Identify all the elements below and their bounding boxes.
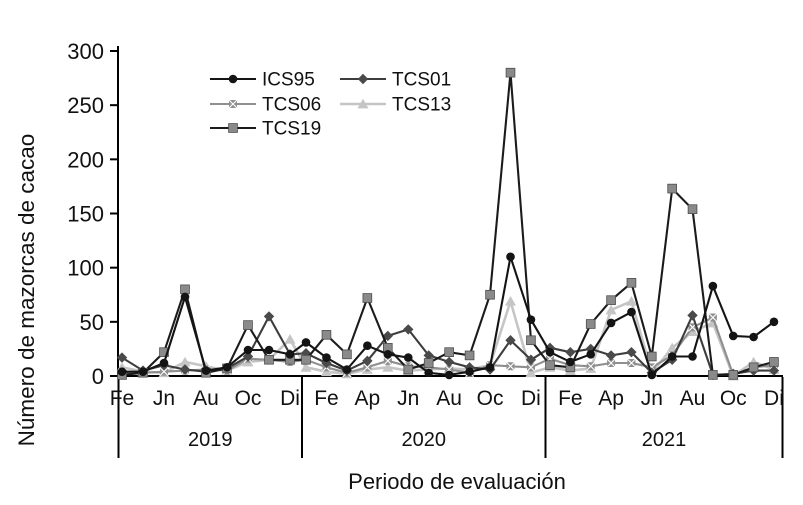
data-point [607, 319, 616, 328]
data-point [181, 285, 190, 294]
y-tick-label: 50 [79, 309, 104, 335]
data-point [546, 348, 555, 357]
month-label: Fe [314, 387, 339, 410]
month-label: Oc [719, 387, 747, 410]
data-point [486, 290, 495, 299]
y-tick-label: 300 [67, 39, 104, 64]
y-tick-label: 250 [67, 93, 104, 119]
legend-item-TCS13 [340, 95, 451, 116]
data-point [749, 363, 758, 372]
legend-label: TCS19 [262, 118, 322, 140]
month-label: Di [280, 387, 300, 410]
data-point [445, 348, 454, 357]
y-tick-label: 100 [67, 255, 104, 281]
data-point [286, 350, 295, 359]
year-label: 2021 [641, 429, 687, 451]
data-point [546, 361, 555, 370]
year-label: 2019 [188, 429, 233, 451]
data-point [668, 352, 677, 361]
data-point [586, 320, 595, 329]
series-line-TCS19 [122, 73, 774, 375]
data-point [505, 296, 516, 306]
data-point [384, 350, 393, 359]
data-point [486, 363, 495, 372]
data-point [527, 315, 536, 324]
data-point [688, 352, 697, 361]
data-point [302, 338, 311, 347]
year-label: 2020 [401, 429, 446, 451]
data-point [648, 371, 657, 380]
month-label: Jn [640, 387, 663, 410]
data-point [647, 352, 656, 361]
legend-label: TCS06 [262, 94, 322, 116]
data-point [223, 363, 232, 372]
data-point [363, 341, 372, 350]
month-label: Au [193, 387, 219, 410]
data-point [160, 359, 169, 368]
data-point [527, 336, 536, 345]
x-axis-group-2020 [314, 387, 541, 451]
data-point [709, 282, 718, 291]
y-tick-label: 0 [91, 364, 104, 389]
data-point [749, 333, 758, 342]
y-tick-label: 150 [67, 201, 104, 227]
data-point [363, 294, 372, 303]
month-label: Fe [109, 387, 135, 410]
data-point [229, 124, 238, 133]
month-label: Di [764, 387, 784, 410]
data-point [687, 310, 697, 320]
data-point [343, 365, 352, 374]
month-label: Jn [397, 387, 420, 410]
data-point [770, 318, 779, 327]
y-tick-label: 200 [67, 147, 104, 173]
data-point [770, 358, 779, 367]
data-point [404, 353, 413, 362]
data-point [139, 367, 148, 376]
data-point [708, 371, 717, 380]
data-point [465, 367, 474, 376]
legend-label: TCS13 [392, 94, 452, 116]
data-point [627, 278, 636, 287]
data-point [729, 371, 738, 380]
month-label: Ap [354, 387, 381, 410]
data-point [445, 371, 454, 380]
data-point [668, 184, 677, 193]
x-axis-group-2021 [558, 387, 784, 451]
data-point [265, 346, 274, 355]
data-point [265, 355, 274, 364]
data-point [424, 359, 433, 368]
month-label: Fe [558, 387, 583, 410]
month-label: Di [521, 387, 541, 410]
y-axis-ticks [67, 39, 118, 389]
month-label: Ap [598, 387, 624, 410]
y-axis-title: Número de mazorcas de cacao [14, 133, 39, 447]
month-label: Au [679, 387, 706, 410]
x-axis-title: Periodo de evaluación [348, 469, 566, 494]
data-point [729, 332, 738, 341]
data-point [229, 75, 238, 84]
legend-item-TCS01 [340, 70, 451, 91]
legend-item-ICS95 [210, 70, 315, 91]
data-point [244, 321, 253, 330]
data-point [358, 74, 368, 84]
month-label: Au [436, 387, 462, 410]
data-point [627, 308, 636, 317]
data-point [302, 355, 311, 364]
data-point [322, 353, 331, 362]
data-point [566, 358, 575, 367]
data-point [565, 347, 575, 357]
data-point [465, 351, 474, 360]
month-label: Oc [476, 387, 504, 410]
data-point [118, 367, 127, 376]
data-point [322, 330, 331, 339]
month-label: Oc [234, 387, 262, 410]
data-point [607, 296, 616, 305]
data-point [506, 68, 515, 77]
legend [210, 70, 451, 140]
data-point [506, 253, 515, 262]
data-point [343, 350, 352, 359]
data-point [404, 365, 413, 374]
legend-label: TCS01 [392, 69, 452, 91]
data-point [688, 205, 697, 214]
data-point [244, 346, 253, 355]
legend-item-TCS06 [210, 95, 321, 116]
x-axis-group-2019 [110, 387, 300, 451]
legend-label: ICS95 [262, 69, 315, 91]
legend-item-TCS19 [210, 119, 321, 140]
data-point [202, 366, 211, 375]
month-label: Jn [152, 387, 176, 410]
data-point [285, 334, 296, 344]
data-point [424, 368, 433, 377]
data-point [181, 293, 190, 302]
data-point [264, 311, 274, 321]
data-point [586, 350, 595, 359]
